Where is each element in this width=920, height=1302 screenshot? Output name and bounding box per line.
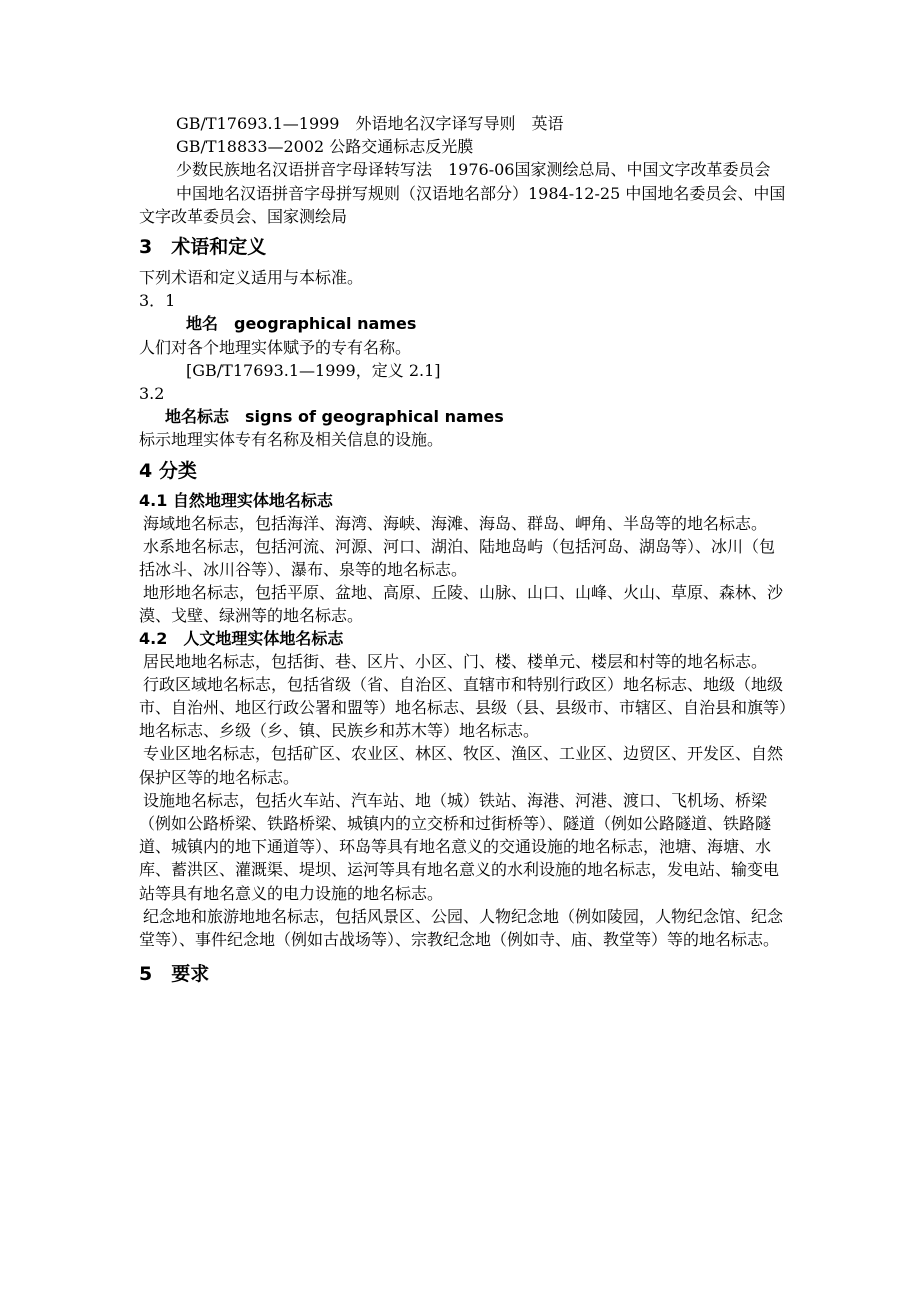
- section-5-heading: 5 要求: [139, 963, 210, 986]
- section-4-heading: 4 分类: [139, 459, 197, 482]
- term-number: 3．1: [139, 291, 176, 311]
- term-definition: 人们对各个地理实体赋予的专有名称。: [139, 337, 412, 357]
- list-item: 海域地名标志，包括海洋、海湾、海峡、海滩、海岛、群岛、岬角、半岛等的地名标志。: [143, 513, 768, 533]
- list-item: 居民地地名标志，包括街、巷、区片、小区、门、楼、楼单元、楼层和村等的地名标志。: [143, 651, 768, 671]
- term-definition: 标示地理实体专有名称及相关信息的设施。: [139, 430, 444, 450]
- subsection-heading: 4.2 人文地理实体地名标志: [139, 628, 344, 648]
- list-item: 地形地名标志，包括平原、盆地、高原、丘陵、山脉、山口、山峰、火山、草原、森林、沙漠、戈壁、绿洲等的地名标志。: [139, 583, 784, 626]
- term-title: 地名 geographical names: [186, 314, 417, 334]
- list-item: 纪念地和旅游地地名标志，包括风景区、公园、人物纪念地（例如陵园，人物纪念馆、纪念堂等）、事件纪念地（例如古战场等）、宗教纪念地（例如寺、庙、教堂等）等的地名标志。: [139, 906, 784, 950]
- term-title: 地名标志 signs of geographical names: [165, 407, 504, 427]
- term-source: [GB/T17693.1—1999，定义 2.1]: [186, 360, 441, 380]
- list-item: 设施地名标志，包括火车站、汽车站、地（城）铁站、海港、河港、渡口、飞机场、桥梁（例如公路桥梁、铁路桥梁、城镇内的立交桥和过街桥等）、隧道（例如公路隧道、铁路隧道、城镇内的地下通道等）、环岛等具有地名意义的交通设施的地名标志，池塘、海塘、水库、蓄洪区、灌溉渠、堤坝、运河等具有地名意义的水利设施的地名标志，发电站、输变电站等具有地名意义的电力设施的地名标志。: [139, 790, 780, 903]
- list-item: 行政区域地名标志，包括省级（省、自治区、直辖市和特别行政区）地名标志、地级（地级市、自治州、地区行政公署和盟等）地名标志、县级（县、县级市、市辖区、自治县和旗等）地名标志、乡级（乡、镇、民族乡和苏木等）地名标志。: [139, 674, 788, 741]
- ref-line: 少数民族地名汉语拼音字母译转写法 1976-06国家测绘总局、中国文字改革委员会: [176, 160, 771, 180]
- section-3-intro: 下列术语和定义适用与本标准。: [139, 268, 364, 288]
- term-number: 3.2: [139, 384, 165, 404]
- subsection-heading: 4.1 自然地理实体地名标志: [139, 490, 333, 510]
- list-item: 专业区地名标志，包括矿区、农业区、林区、牧区、渔区、工业区、边贸区、开发区、自然保护区等的地名标志。: [139, 744, 784, 787]
- document-page: [139, 112, 789, 993]
- list-item: 水系地名标志，包括河流、河源、河口、湖泊、陆地岛屿（包括河岛、湖岛等）、冰川（包括冰斗、冰川谷等）、瀑布、泉等的地名标志。: [139, 536, 776, 580]
- ref-line: GB/T17693.1—1999 外语地名汉字译写导则 英语: [176, 114, 564, 133]
- ref-line: 中国地名汉语拼音字母拼写规则（汉语地名部分）1984-12-25 中国地名委员会、中国文字改革委员会、国家测绘局: [139, 183, 786, 226]
- section-3-heading: 3 术语和定义: [139, 236, 267, 259]
- ref-line: GB/T18833—2002 公路交通标志反光膜: [176, 137, 474, 157]
